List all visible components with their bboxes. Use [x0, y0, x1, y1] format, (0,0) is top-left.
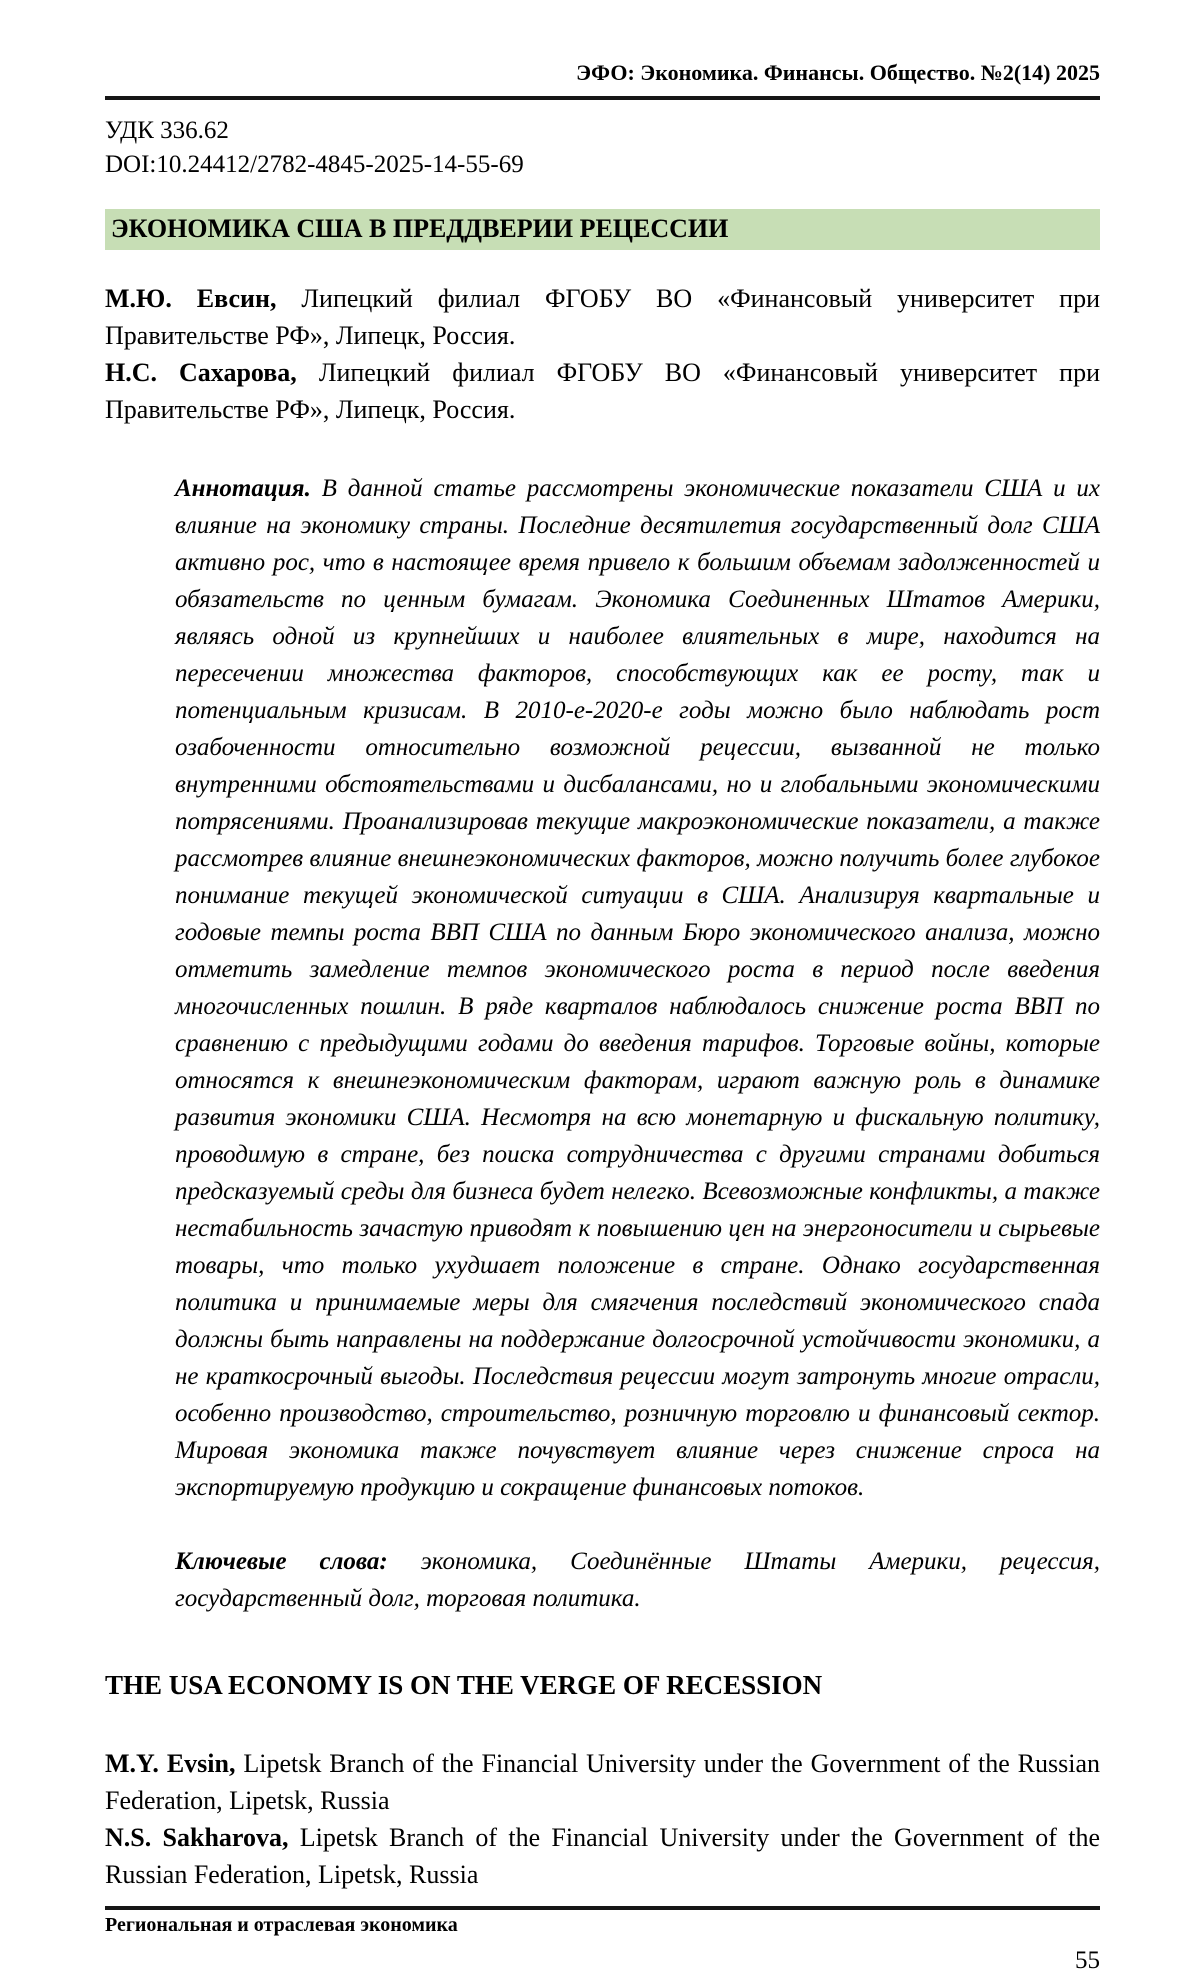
keywords-label: Ключевые слова:	[175, 1548, 388, 1575]
author-en-1	[105, 1745, 1100, 1819]
running-header	[105, 0, 1100, 100]
page-number: 55	[1075, 1947, 1100, 1974]
author-en-2	[105, 1819, 1100, 1893]
doi-number: DOI:10.24412/2782-4845-2025-14-55-69	[105, 151, 524, 178]
authors-ru-block	[105, 280, 1100, 428]
keywords-text: экономика, Соединённые Штаты Америки, рецессия, государственный долг, торговая политика.	[175, 1548, 1100, 1612]
abstract-label: Аннотация.	[175, 475, 311, 502]
page-footer	[105, 1906, 1100, 1975]
author-ru-2-affiliation: Липецкий филиал ФГОБУ ВО «Финансовый университет при Правительстве РФ», Липецк, Россия.	[105, 358, 1100, 424]
footer-section-label: Региональная и отраслевая экономика	[105, 1914, 458, 1936]
author-ru-2-name: Н.С. Сахарова,	[105, 358, 297, 387]
author-ru-1-affiliation: Липецкий филиал ФГОБУ ВО «Финансовый университет при Правительстве РФ», Липецк, Россия.	[105, 284, 1101, 350]
abstract-block	[175, 470, 1100, 1506]
journal-title: ЭФО: Экономика. Финансы. Общество. №2(14) 2025	[576, 60, 1100, 85]
udk-number: УДК 336.62	[105, 117, 229, 144]
article-meta	[105, 114, 1100, 182]
author-en-1-name: M.Y. Evsin,	[105, 1749, 236, 1778]
article-title-en: THE USA ECONOMY IS ON THE VERGE OF RECESSION	[105, 1670, 823, 1700]
keywords-block	[175, 1543, 1100, 1617]
author-ru-2	[105, 354, 1100, 428]
author-en-2-affiliation: Lipetsk Branch of the Financial University under the Government of the Russian Federation, Lipetsk, Russia	[105, 1823, 1101, 1889]
keywords-paragraph	[175, 1543, 1100, 1617]
author-ru-1-name: М.Ю. Евсин,	[105, 284, 277, 313]
abstract-text: В данной статье рассмотрены экономические показатели США и их влияние на экономику страны. Последние десятилетия государственный долг США активно рос, что в настоящее время привело к большим объемам задолженностей и обязательств по ценным бумагам. Экономика Соединенных Штатов Америки, являясь одной из крупнейших и наиболее влиятельных в мире, находится на пересечении множества факторов, способствующих как ее росту, так и потенциальным кризисам. В 2010-е-2020-е годы можно было наблюдать рост озабоченности относительно возможной рецессии, вызванной не только внутренними обстоятельствами и дисбалансами, но и глобальными экономическими потрясениями. Проанализировав текущие макроэкономические показатели, а также рассмотрев влияние внешнеэкономических факторов, можно получить более глубокое понимание текущей экономической ситуации в США. Анализируя квартальные и годовые темпы роста ВВП США по данным Бюро экономического анализа, можно отметить замедление темпов экономического роста в период после введения многочисленных пошлин. В ряде кварталов наблюдалось снижение роста ВВП по сравнению с предыдущими годами до введения тарифов. Торговые войны, которые относятся к внешнеэкономическим факторам, играют важную роль в динамике развития экономики США. Несмотря на всю монетарную и фискальную политику, проводимую в стране, без поиска сотрудничества с другими странами добиться предсказуемый среды для бизнеса будет нелегко. Всевозможные конфликты, а также нестабильность зачастую приводят к повышению цен на энергоносители и сырьевые товары, что только ухудшает положение в стране. Однако государственная политика и принимаемые меры для смягчения последствий экономического спада должны быть направлены на поддержание долгосрочной устойчивости экономики, а не краткосрочный выгоды. Последствия рецессии могут затронуть многие отрасли, особенно производство, строительство, розничную торговлю и финансовый сектор. Мировая экономика также почувствует влияние через снижение спроса на экспортируемую продукцию и сокращение финансовых потоков.	[175, 475, 1100, 1501]
authors-en-block	[105, 1745, 1100, 1893]
author-en-1-affiliation: Lipetsk Branch of the Financial University under the Government of the Russian Federation, Lipetsk, Russia	[105, 1749, 1100, 1815]
author-en-2-name: N.S. Sakharova,	[105, 1823, 289, 1852]
abstract-paragraph	[175, 470, 1100, 1506]
article-title-ru: ЭКОНОМИКА США В ПРЕДДВЕРИИ РЕЦЕССИИ	[105, 209, 1100, 250]
author-ru-1	[105, 280, 1100, 354]
